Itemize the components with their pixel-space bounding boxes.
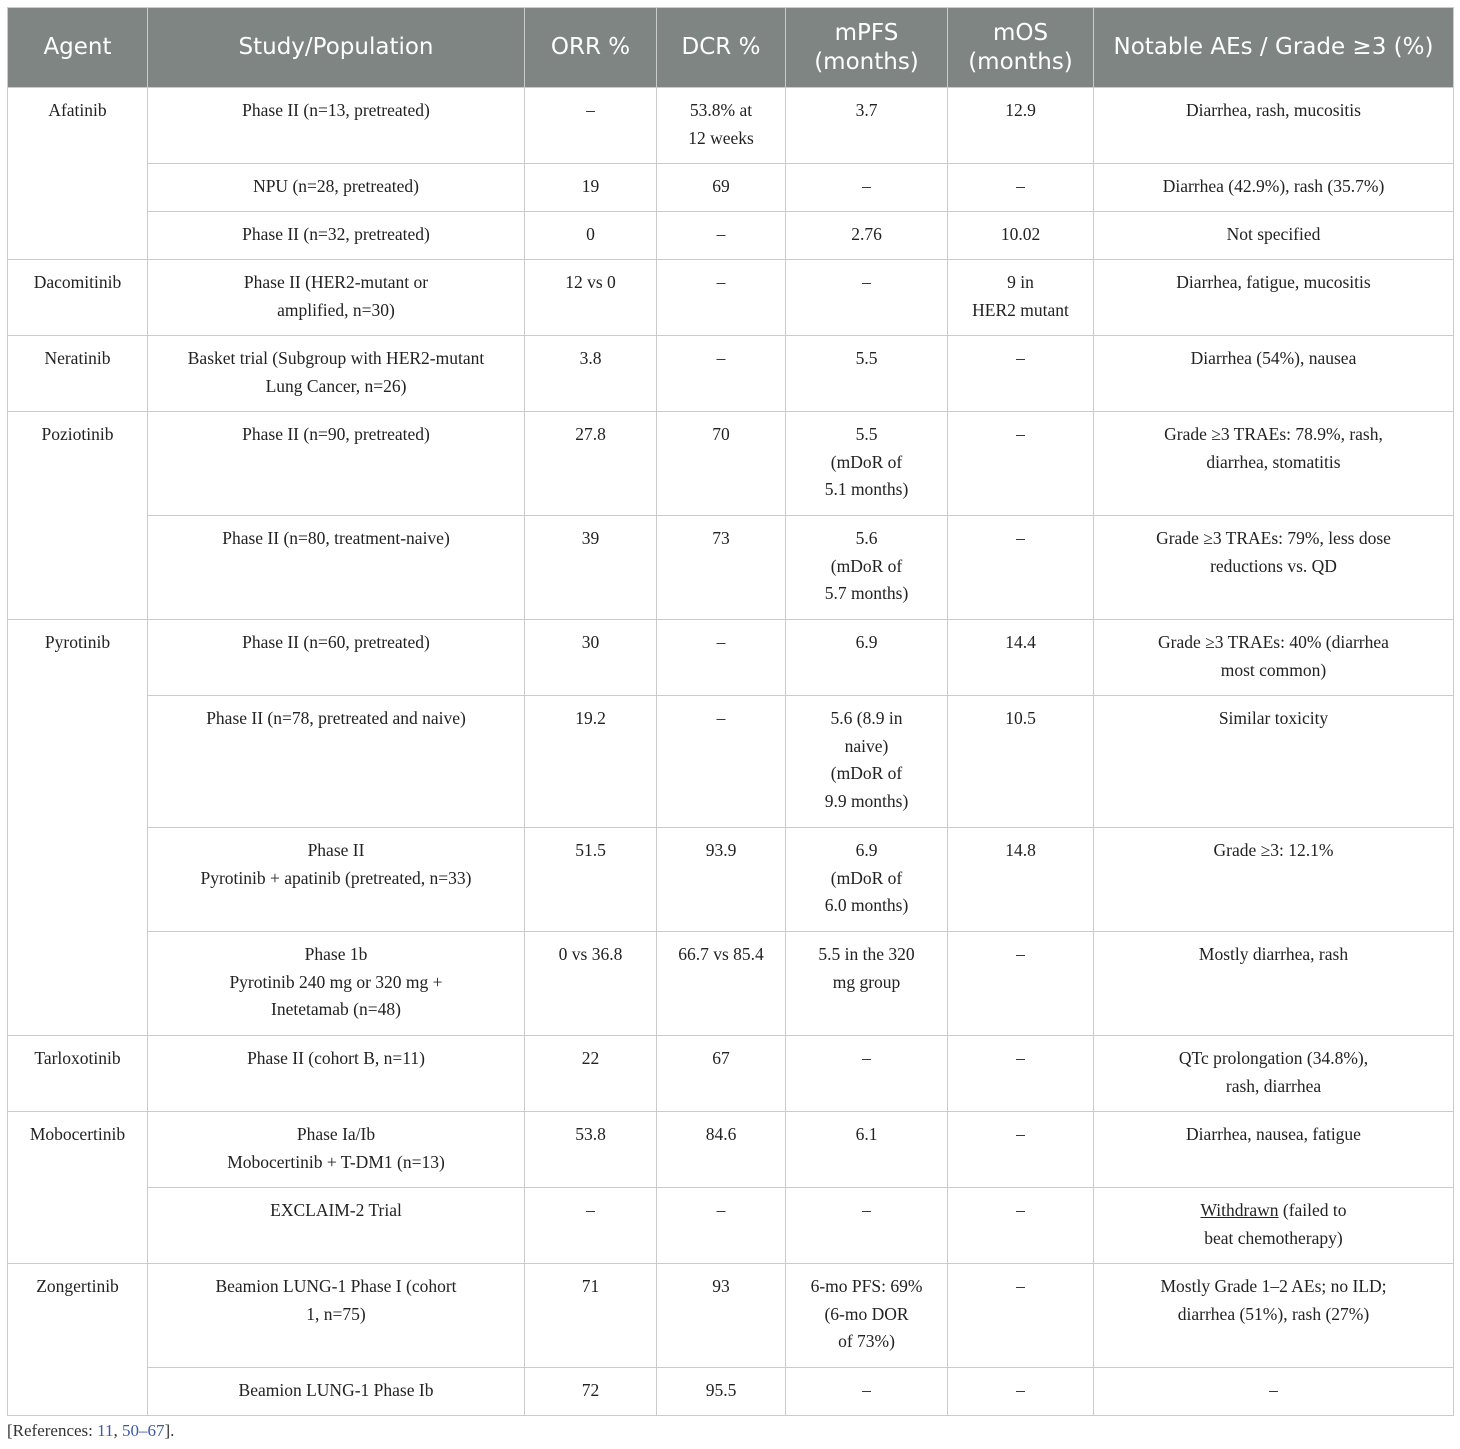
- table-row: [8, 1264, 1454, 1368]
- orr-cell: 39: [525, 516, 657, 620]
- mpfs-cell: 2.76: [786, 212, 948, 260]
- table-body: [8, 88, 1454, 1416]
- notable-aes-cell: Diarrhea (42.9%), rash (35.7%): [1094, 164, 1454, 212]
- study-population-cell: Basket trial (Subgroup with HER2-mutant Lung Cancer, n=26): [148, 336, 525, 412]
- header-orr: ORR %: [525, 8, 657, 88]
- agent-cell: Dacomitinib: [8, 260, 148, 336]
- orr-cell: 0 vs 36.8: [525, 932, 657, 1036]
- dcr-cell: –: [657, 212, 786, 260]
- dcr-cell: 93.9: [657, 828, 786, 932]
- table-row: [8, 516, 1454, 620]
- table-row: [8, 212, 1454, 260]
- dcr-cell: 84.6: [657, 1112, 786, 1188]
- references-suffix: ].: [164, 1421, 175, 1440]
- dcr-cell: 95.5: [657, 1368, 786, 1416]
- mos-cell: –: [948, 932, 1094, 1036]
- study-population-cell: Phase II (HER2-mutant or amplified, n=30): [148, 260, 525, 336]
- table-row: [8, 164, 1454, 212]
- mpfs-cell: 3.7: [786, 88, 948, 164]
- notable-aes-cell: Mostly Grade 1–2 AEs; no ILD; diarrhea (51%), rash (27%): [1094, 1264, 1454, 1368]
- mpfs-cell: 5.6 (8.9 in naive) (mDoR of 9.9 months): [786, 696, 948, 828]
- notable-aes-cell: Mostly diarrhea, rash: [1094, 932, 1454, 1036]
- agent-cell: Pyrotinib: [8, 620, 148, 1036]
- mpfs-cell: 6.9: [786, 620, 948, 696]
- mos-cell: –: [948, 516, 1094, 620]
- notable-aes-cell: Grade ≥3 TRAEs: 78.9%, rash, diarrhea, stomatitis: [1094, 412, 1454, 516]
- notable-aes-cell: Diarrhea, nausea, fatigue: [1094, 1112, 1454, 1188]
- mpfs-cell: 5.5: [786, 336, 948, 412]
- mos-cell: –: [948, 1188, 1094, 1264]
- dcr-cell: 66.7 vs 85.4: [657, 932, 786, 1036]
- table-row: [8, 1036, 1454, 1112]
- study-population-cell: Phase II (cohort B, n=11): [148, 1036, 525, 1112]
- dcr-cell: –: [657, 260, 786, 336]
- table-row: [8, 932, 1454, 1036]
- study-population-cell: Phase II (n=78, pretreated and naive): [148, 696, 525, 828]
- notable-aes-cell: Grade ≥3 TRAEs: 40% (diarrhea most common): [1094, 620, 1454, 696]
- agent-cell: Tarloxotinib: [8, 1036, 148, 1112]
- mos-cell: 9 in HER2 mutant: [948, 260, 1094, 336]
- table-row: [8, 336, 1454, 412]
- header-study-population: Study/Population: [148, 8, 525, 88]
- mos-cell: –: [948, 1112, 1094, 1188]
- mpfs-cell: 5.5 in the 320 mg group: [786, 932, 948, 1036]
- notable-aes-cell: Diarrhea, rash, mucositis: [1094, 88, 1454, 164]
- agent-cell: Zongertinib: [8, 1264, 148, 1416]
- orr-cell: –: [525, 1188, 657, 1264]
- comparison-table-container: [7, 7, 1453, 1416]
- mos-cell: –: [948, 1368, 1094, 1416]
- mpfs-cell: 5.5 (mDoR of 5.1 months): [786, 412, 948, 516]
- dcr-cell: –: [657, 696, 786, 828]
- header-mos: mOS (months): [948, 8, 1094, 88]
- study-population-cell: NPU (n=28, pretreated): [148, 164, 525, 212]
- orr-cell: 12 vs 0: [525, 260, 657, 336]
- agent-cell: Mobocertinib: [8, 1112, 148, 1264]
- dcr-cell: –: [657, 336, 786, 412]
- references-line: [7, 1419, 174, 1443]
- mos-cell: 14.8: [948, 828, 1094, 932]
- agent-cell: Afatinib: [8, 88, 148, 260]
- mos-cell: 10.5: [948, 696, 1094, 828]
- orr-cell: 72: [525, 1368, 657, 1416]
- dcr-cell: –: [657, 620, 786, 696]
- study-population-cell: Phase II Pyrotinib + apatinib (pretreated, n=33): [148, 828, 525, 932]
- mpfs-cell: –: [786, 260, 948, 336]
- notable-aes-cell: Grade ≥3: 12.1%: [1094, 828, 1454, 932]
- table-row: [8, 412, 1454, 516]
- orr-cell: 30: [525, 620, 657, 696]
- mos-cell: 12.9: [948, 88, 1094, 164]
- mpfs-cell: –: [786, 1188, 948, 1264]
- study-population-cell: Phase 1b Pyrotinib 240 mg or 320 mg + Inetetamab (n=48): [148, 932, 525, 1036]
- study-population-cell: Phase II (n=90, pretreated): [148, 412, 525, 516]
- mpfs-cell: 6-mo PFS: 69% (6-mo DOR of 73%): [786, 1264, 948, 1368]
- study-population-cell: EXCLAIM-2 Trial: [148, 1188, 525, 1264]
- table-row: [8, 696, 1454, 828]
- mos-cell: –: [948, 1036, 1094, 1112]
- orr-cell: 19: [525, 164, 657, 212]
- header-agent: Agent: [8, 8, 148, 88]
- dcr-cell: 70: [657, 412, 786, 516]
- dcr-cell: 69: [657, 164, 786, 212]
- orr-cell: 71: [525, 1264, 657, 1368]
- dcr-cell: 93: [657, 1264, 786, 1368]
- reference-link-50-67[interactable]: 50–67: [122, 1421, 165, 1440]
- study-population-cell: Beamion LUNG-1 Phase I (cohort 1, n=75): [148, 1264, 525, 1368]
- table-row: [8, 828, 1454, 932]
- orr-cell: –: [525, 88, 657, 164]
- table-row: [8, 1112, 1454, 1188]
- table-row: [8, 260, 1454, 336]
- study-population-cell: Phase II (n=80, treatment-naive): [148, 516, 525, 620]
- mpfs-cell: –: [786, 164, 948, 212]
- table-header-row: [8, 8, 1454, 88]
- reference-link-11[interactable]: 11: [97, 1421, 114, 1440]
- withdrawn-underlined-text: Withdrawn: [1200, 1200, 1279, 1220]
- orr-cell: 27.8: [525, 412, 657, 516]
- study-population-cell: Phase II (n=60, pretreated): [148, 620, 525, 696]
- mpfs-cell: 5.6 (mDoR of 5.7 months): [786, 516, 948, 620]
- table-row: [8, 1368, 1454, 1416]
- mos-cell: –: [948, 336, 1094, 412]
- mos-cell: –: [948, 1264, 1094, 1368]
- her2-agents-table: [7, 7, 1454, 1416]
- study-population-cell: Phase II (n=32, pretreated): [148, 212, 525, 260]
- references-prefix: [References:: [7, 1421, 98, 1440]
- dcr-cell: 73: [657, 516, 786, 620]
- header-notable-aes: Notable AEs / Grade ≥3 (%): [1094, 8, 1454, 88]
- mpfs-cell: –: [786, 1368, 948, 1416]
- dcr-cell: 53.8% at 12 weeks: [657, 88, 786, 164]
- study-population-cell: Phase Ia/Ib Mobocertinib + T-DM1 (n=13): [148, 1112, 525, 1188]
- notable-aes-cell: –: [1094, 1368, 1454, 1416]
- mpfs-cell: –: [786, 1036, 948, 1112]
- notable-aes-cell: Not specified: [1094, 212, 1454, 260]
- table-row: [8, 620, 1454, 696]
- orr-cell: 3.8: [525, 336, 657, 412]
- study-population-cell: Beamion LUNG-1 Phase Ib: [148, 1368, 525, 1416]
- notable-aes-cell: Similar toxicity: [1094, 696, 1454, 828]
- dcr-cell: 67: [657, 1036, 786, 1112]
- dcr-cell: –: [657, 1188, 786, 1264]
- study-population-cell: Phase II (n=13, pretreated): [148, 88, 525, 164]
- agent-cell: Poziotinib: [8, 412, 148, 620]
- mos-cell: –: [948, 164, 1094, 212]
- orr-cell: 51.5: [525, 828, 657, 932]
- notable-aes-cell: Diarrhea, fatigue, mucositis: [1094, 260, 1454, 336]
- mpfs-cell: 6.9 (mDoR of 6.0 months): [786, 828, 948, 932]
- table-row: [8, 1188, 1454, 1264]
- header-dcr: DCR %: [657, 8, 786, 88]
- mos-cell: 10.02: [948, 212, 1094, 260]
- notable-aes-cell: QTc prolongation (34.8%), rash, diarrhea: [1094, 1036, 1454, 1112]
- notable-aes-cell: Grade ≥3 TRAEs: 79%, less dose reductions vs. QD: [1094, 516, 1454, 620]
- agent-cell: Neratinib: [8, 336, 148, 412]
- mpfs-cell: 6.1: [786, 1112, 948, 1188]
- orr-cell: 53.8: [525, 1112, 657, 1188]
- references-separator: ,: [113, 1421, 123, 1440]
- header-mpfs: mPFS (months): [786, 8, 948, 88]
- orr-cell: 0: [525, 212, 657, 260]
- orr-cell: 22: [525, 1036, 657, 1112]
- mos-cell: –: [948, 412, 1094, 516]
- orr-cell: 19.2: [525, 696, 657, 828]
- notable-aes-cell: Diarrhea (54%), nausea: [1094, 336, 1454, 412]
- notable-aes-cell: Withdrawn (failed to beat chemotherapy): [1094, 1188, 1454, 1264]
- table-row: [8, 88, 1454, 164]
- mos-cell: 14.4: [948, 620, 1094, 696]
